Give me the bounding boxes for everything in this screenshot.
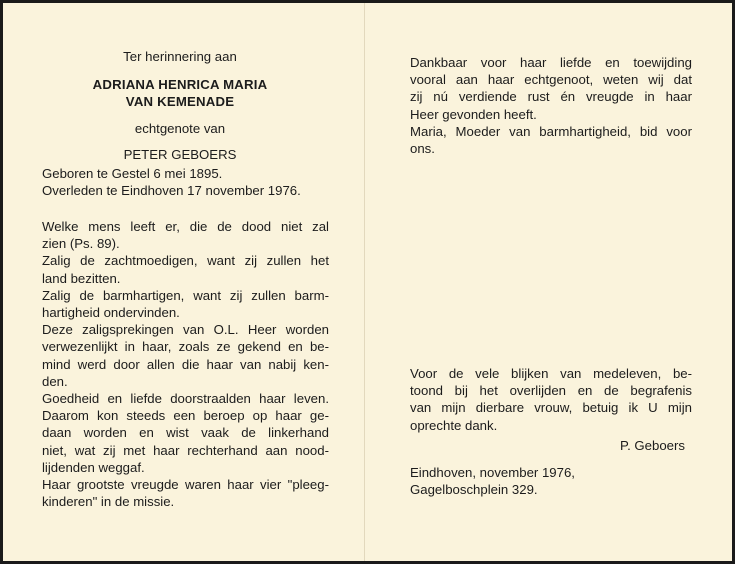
text-line: hartigheid ondervinden. <box>42 305 180 321</box>
text-line: Dankbaar voor haar liefde en toewijding <box>410 55 692 70</box>
text-line: Zalig de zachtmoedigen, want zij zullen het <box>42 253 329 269</box>
card-fold-line <box>364 3 365 561</box>
birth-text: Geboren te Gestel 6 mei 1895. <box>42 166 223 181</box>
text-line: Goedheid en liefde doorstraalden haar leven. <box>42 391 329 407</box>
text-line: Deze zaligsprekingen van O.L. Heer worden <box>42 322 329 338</box>
deceased-name-line1: ADRIANA HENRICA MARIA <box>92 77 268 92</box>
text-line: mind werd door allen die haar van nabij ken- <box>42 356 329 372</box>
place-date: Eindhoven, november 1976, <box>410 465 575 480</box>
text-line: daan worden en wist vaak de linkerhand <box>42 425 329 441</box>
text-line: van mijn dierbare vrouw, betuig ik U mijn <box>410 400 692 416</box>
signature: P. Geboers <box>620 438 686 453</box>
thanks-text <box>410 365 692 434</box>
intro-text: Ter herinnering aan <box>123 49 237 64</box>
text-line: oprechte dank. <box>410 417 498 433</box>
text-line: Heer gevonden heeft. <box>410 106 537 122</box>
text-line: Welke mens leeft er, die de dood niet zal <box>42 219 329 234</box>
text-line: Haar grootste vreugde waren haar vier "pleeg- <box>42 477 329 493</box>
text-line: ons. <box>410 141 435 157</box>
text-line: Zalig de barmhartigen, want zij zullen barm- <box>42 287 329 303</box>
left-body-text <box>42 218 329 510</box>
text-line: niet, wat zij met haar rechterhand aan nood- <box>42 442 329 458</box>
spouse-name: PETER GEBOERS <box>123 147 237 162</box>
relation-text: echtgenote van <box>134 121 226 136</box>
text-line: kinderen" in de missie. <box>42 494 175 510</box>
text-line: den. <box>42 373 68 389</box>
text-line: verwezenlijkt in haar, zoals ze gekend en be- <box>42 339 329 355</box>
deceased-name-line2: VAN KEMENADE <box>125 94 235 109</box>
text-line: land bezitten. <box>42 270 121 286</box>
text-line: Maria, Moeder van barmhartigheid, bid voor <box>410 123 692 139</box>
text-line: Voor de vele blijken van medeleven, be- <box>410 366 692 381</box>
address: Gagelboschplein 329. <box>410 482 538 497</box>
text-line: toond bij het overlijden en de begrafenis <box>410 383 692 399</box>
text-line: zien (Ps. 89). <box>42 236 120 252</box>
text-line: lijdenden weggaf. <box>42 459 145 475</box>
death-text: Overleden te Eindhoven 17 november 1976. <box>42 183 301 198</box>
text-line: zij nú verdiende rust én vreugde in haar <box>410 89 692 105</box>
prayer-text <box>410 54 692 157</box>
text-line: Daarom kon steeds een beroep op haar ge- <box>42 408 329 424</box>
text-line: vooral aan haar echtgenoot, weten wij dat <box>410 72 692 88</box>
